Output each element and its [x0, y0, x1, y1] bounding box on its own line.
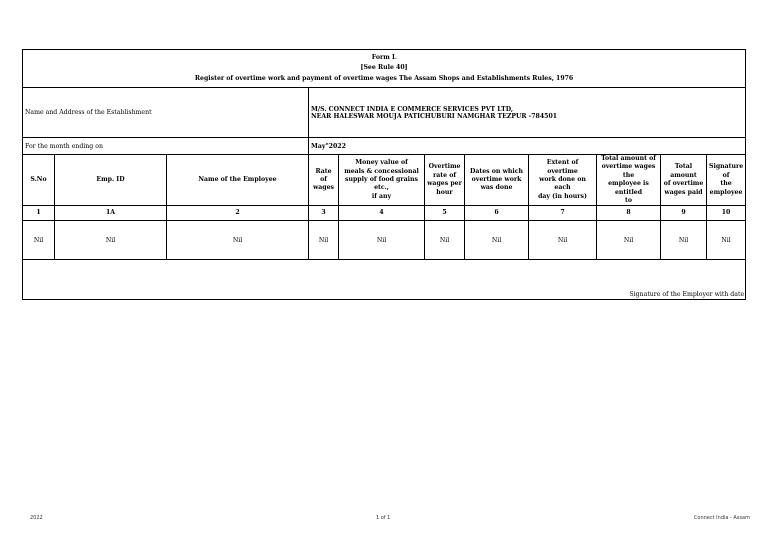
column-header-line: overtime work — [471, 176, 522, 184]
month-row — [23, 138, 746, 155]
column-header-line: employee is entitled — [608, 180, 649, 196]
column-number: 2 — [167, 206, 309, 221]
table-cell: Nil — [597, 221, 661, 260]
column-header-row — [23, 155, 746, 206]
establishment-label: Name and Address of the Establishment — [23, 88, 309, 138]
table-cell: Nil — [55, 221, 167, 260]
establishment-row — [23, 88, 746, 138]
overtime-register-form — [22, 49, 746, 300]
column-number: 8 — [597, 206, 661, 221]
column-header-line: of overtime — [663, 180, 704, 188]
column-header-line: Total amount of — [601, 155, 656, 162]
table-cell: Nil — [529, 221, 597, 260]
footer-left: 2022 — [30, 515, 43, 521]
column-number: 5 — [425, 206, 465, 221]
column-header-line: Rate of — [315, 167, 332, 184]
column-header-line: wages paid — [664, 188, 703, 196]
column-number: 10 — [707, 206, 746, 221]
column-header-line: work done on each — [539, 176, 586, 192]
month-value: May"2022 — [309, 138, 746, 155]
column-header — [707, 155, 746, 206]
establishment-name-line1: M/S. CONNECT INDIA E COMMERCE SERVICES PVT LTD, — [311, 105, 514, 113]
column-number: 1 — [23, 206, 55, 221]
column-header — [167, 155, 309, 206]
column-header-line: wages — [312, 184, 335, 192]
column-header-line: hour — [436, 188, 453, 196]
column-header — [597, 155, 661, 206]
establishment-value — [309, 88, 746, 138]
column-header-line: Extent of overtime — [546, 159, 579, 175]
form-title: Form L — [371, 53, 397, 61]
column-header-line: S.No — [30, 176, 47, 184]
column-header — [339, 155, 425, 206]
table-cell: Nil — [707, 221, 746, 260]
column-number: 4 — [339, 206, 425, 221]
column-header-line: day (in hours) — [538, 192, 587, 200]
signature-row — [23, 260, 746, 300]
column-header-line: Money value of — [355, 159, 408, 167]
table-cell: Nil — [167, 221, 309, 260]
table-cell: Nil — [465, 221, 529, 260]
column-header-line: the — [720, 180, 732, 188]
column-header-line: supply of food grains etc., — [344, 176, 418, 192]
form-header-row — [23, 50, 746, 88]
column-header-line: Dates on which — [469, 167, 524, 175]
column-number-row — [23, 206, 746, 221]
column-header-line: rate of — [432, 171, 456, 179]
column-header-line: Signature of — [709, 163, 744, 179]
table-cell: Nil — [23, 221, 55, 260]
form-header — [23, 50, 746, 88]
column-header-line: was done — [480, 184, 513, 192]
column-number: 7 — [529, 206, 597, 221]
form-subtitle: Register of overtime work and payment of overtime wages The Assam Shops and Establishments Rules, 1976 — [194, 74, 574, 82]
table-cell: Nil — [661, 221, 707, 260]
column-header-line: Emp. ID — [96, 176, 125, 184]
column-header-line: if any — [371, 192, 392, 200]
column-header — [425, 155, 465, 206]
column-header — [55, 155, 167, 206]
column-header — [529, 155, 597, 206]
column-header-line: overtime wages the — [601, 163, 656, 179]
establishment-name-line2: NEAR HALESWAR MOUJA PATICHUBURI NAMGHAR TEZPUR -784501 — [311, 112, 558, 120]
signature-area — [23, 260, 746, 300]
column-header — [661, 155, 707, 206]
footer-page-number: 1 of 1 — [376, 515, 391, 521]
column-number: 1A — [55, 206, 167, 221]
table-cell: Nil — [425, 221, 465, 260]
column-header — [465, 155, 529, 206]
column-number: 6 — [465, 206, 529, 221]
column-header-line: employee — [709, 188, 743, 196]
table-row — [23, 221, 746, 260]
column-header — [309, 155, 339, 206]
column-header — [23, 155, 55, 206]
column-number: 9 — [661, 206, 707, 221]
column-header-line: wages per — [427, 180, 462, 188]
employer-signature-label: Signature of the Employer with date — [629, 291, 745, 299]
form-rule: [See Rule 40] — [360, 64, 408, 72]
column-header-line: meals & concessional — [344, 167, 419, 175]
month-label: For the month ending on — [23, 138, 309, 155]
column-number: 3 — [309, 206, 339, 221]
table-cell: Nil — [309, 221, 339, 260]
column-header-line: Total amount — [670, 163, 697, 179]
table-cell: Nil — [339, 221, 425, 260]
column-header-line: Overtime — [428, 163, 461, 171]
column-header-line: to — [625, 197, 632, 205]
column-header-line: Name of the Employee — [198, 176, 277, 184]
footer-right: Connect India - Assam — [693, 515, 750, 521]
